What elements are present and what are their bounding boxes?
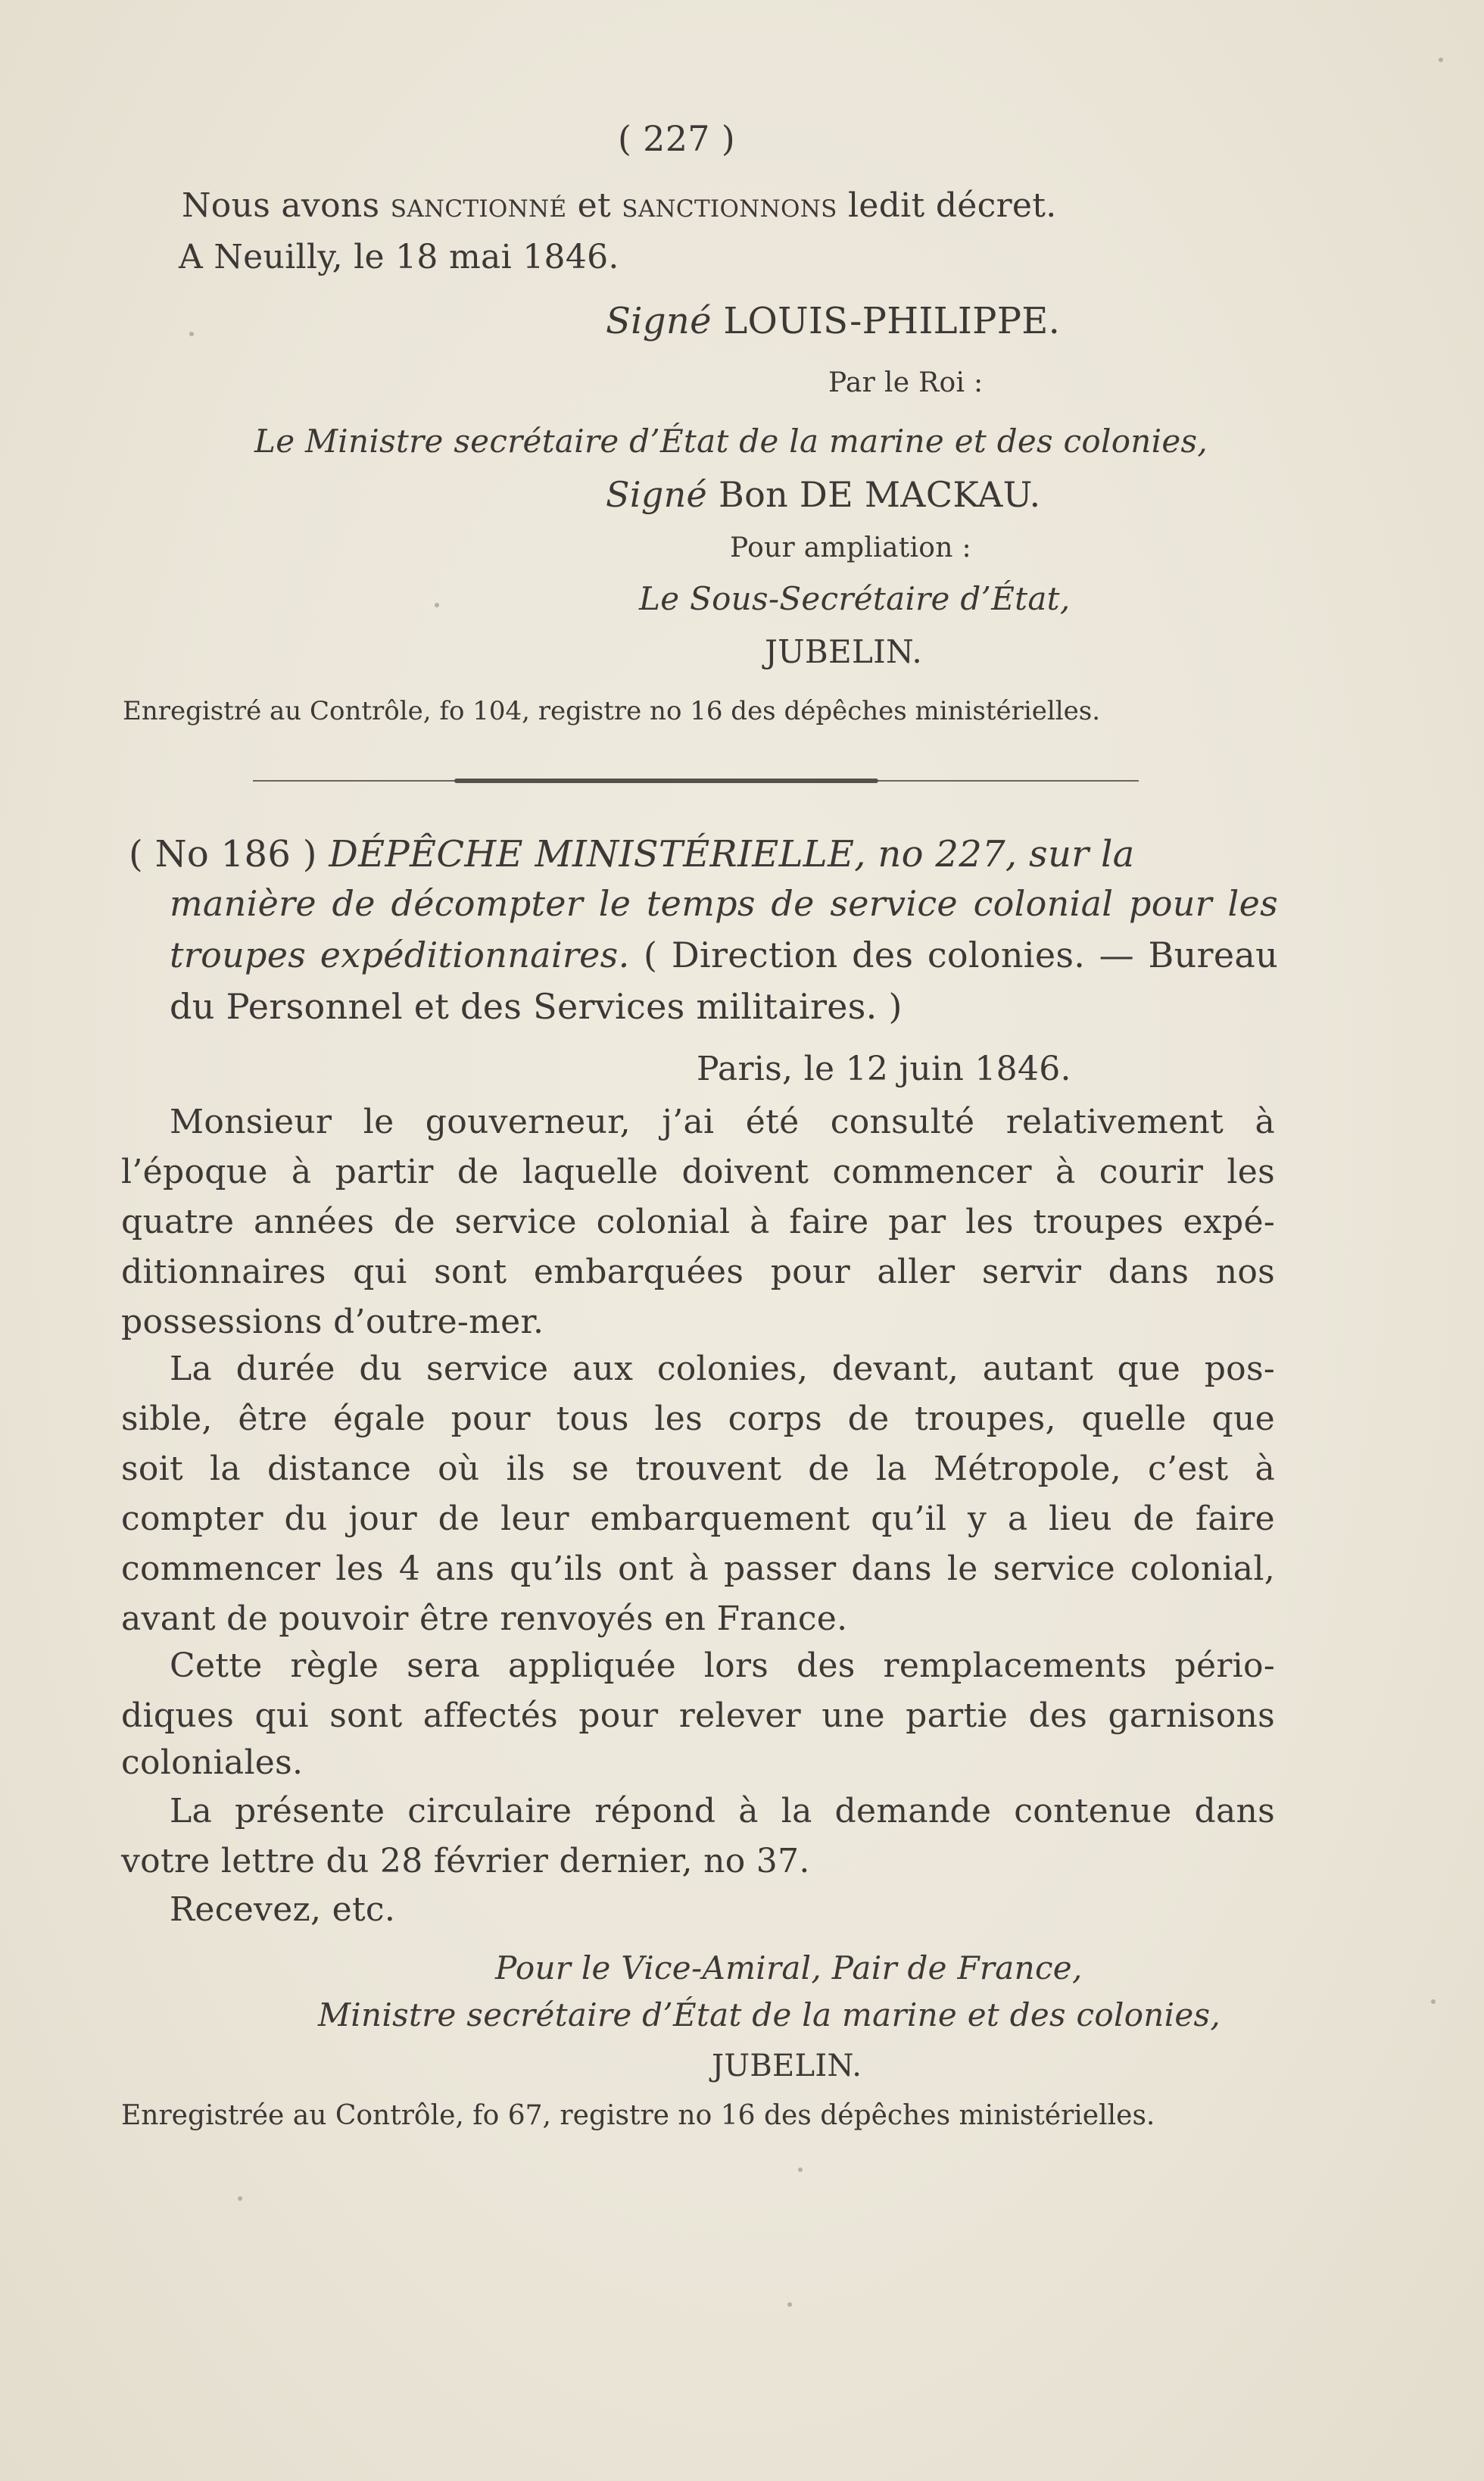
dispatch-direction: ( Direction des colonies. — Bureau [644,935,1278,975]
dispatch-heading-3 [170,935,1278,975]
dispatch-serial: no 227, [878,833,1018,875]
paper-speck [787,2302,792,2307]
p2-line-2: sible, être égale pour tous les corps de troupes, quelle que [121,1400,1275,1438]
minister-name: Bon DE MACKAU. [718,474,1041,515]
p4-line-2: votre lettre du 28 février dernier, no 37. [121,1842,810,1880]
p5-line-1: Recevez, etc. [170,1890,396,1929]
paper-speck [238,2196,242,2201]
p2-line-1: La durée du service aux colonies, devant, autant que pos- [170,1350,1275,1388]
p2-line-5: commencer les 4 ans qu’ils ont à passer dans le service colonial, [121,1549,1275,1588]
p2-line-6: avant de pouvoir être renvoyés en France. [121,1599,848,1638]
p2-line-4: compter du jour de leur embarquement qu’il y a lieu de faire [121,1500,1275,1538]
sanction-suffix: ledit décret. [837,186,1057,225]
signe-label: Signé [606,300,712,342]
sanction-prefix: Nous avons [182,186,391,225]
sanction-word-1: sanctionné [390,186,567,225]
dispatch-subject-end: troupes expéditionnaires. [170,935,630,975]
p3-line-2: diques qui sont affectés pour relever une partie des garnisons [121,1696,1275,1735]
dispatch-number: ( No 186 ) [129,833,317,875]
registration-note-2: Enregistrée au Contrôle, fo 67, registre no 16 des dépêches ministérielles. [121,2100,1155,2131]
page-number: ( 227 ) [618,118,736,159]
dispatch-heading-2: manière de décompter le temps de service colonial pour les [170,883,1278,924]
paper-speck [798,2167,803,2172]
p4-line-1: La présente circulaire répond à la demande contenue dans [170,1792,1275,1830]
jubelin-signature-2: JUBELIN. [712,2049,862,2083]
paper-speck [189,332,194,336]
separator-ornament [454,779,878,783]
sanction-word-2: sanctionnons [622,186,837,225]
minister-signature [606,474,1041,515]
p2-line-3: soit la distance où ils se trouvent de la Métropole, c’est à [121,1450,1275,1488]
king-name: LOUIS-PHILIPPE. [723,300,1061,342]
under-secretary: Le Sous-Secrétaire d’État, [639,580,1071,617]
jubelin-signature-1: JUBELIN. [765,633,923,670]
p1-line-2: l’époque à partir de laquelle doivent commencer à courir les [121,1153,1275,1191]
signe-label-2: Signé [606,474,708,515]
registration-note-1: Enregistré au Contrôle, fo 104, registre no 16 des dépêches ministérielles. [123,696,1101,726]
p3-line-1: Cette règle sera appliquée lors des remplacements pério- [170,1646,1275,1685]
paper-speck [1431,1999,1436,2004]
par-le-roi: Par le Roi : [828,367,984,398]
p1-line-3: quatre années de service colonial à faire par les troupes expé- [121,1203,1275,1241]
dispatch-date: Paris, le 12 juin 1846. [697,1050,1071,1088]
dispatch-heading-1 [129,833,1283,875]
dispatch-title: DÉPÊCHE MINISTÉRIELLE, [329,833,866,875]
paper-speck [1439,58,1443,62]
sanction-line [182,186,1057,225]
sanction-mid: et [566,186,622,225]
p3-line-3: coloniales. [121,1743,304,1782]
dispatch-title-tail: sur la [1029,833,1135,875]
p1-line-5: possessions d’outre-mer. [121,1303,544,1341]
minister-title: Le Ministre secrétaire d’État de la marine et des colonies, [254,423,1208,460]
paper-speck [435,603,439,607]
closing-line-1: Pour le Vice-Amiral, Pair de France, [495,1949,1083,1986]
place-date: A Neuilly, le 18 mai 1846. [179,238,619,276]
king-signature [606,300,1061,342]
dispatch-heading-4: du Personnel et des Services militaires. ) [170,986,903,1027]
p1-line-1: Monsieur le gouverneur, j’ai été consulté relativement à [170,1103,1275,1141]
closing-line-2: Ministre secrétaire d’État de la marine et des colonies, [318,1996,1221,2033]
pour-ampliation: Pour ampliation : [730,532,971,563]
p1-line-4: ditionnaires qui sont embarquées pour aller servir dans nos [121,1253,1275,1291]
